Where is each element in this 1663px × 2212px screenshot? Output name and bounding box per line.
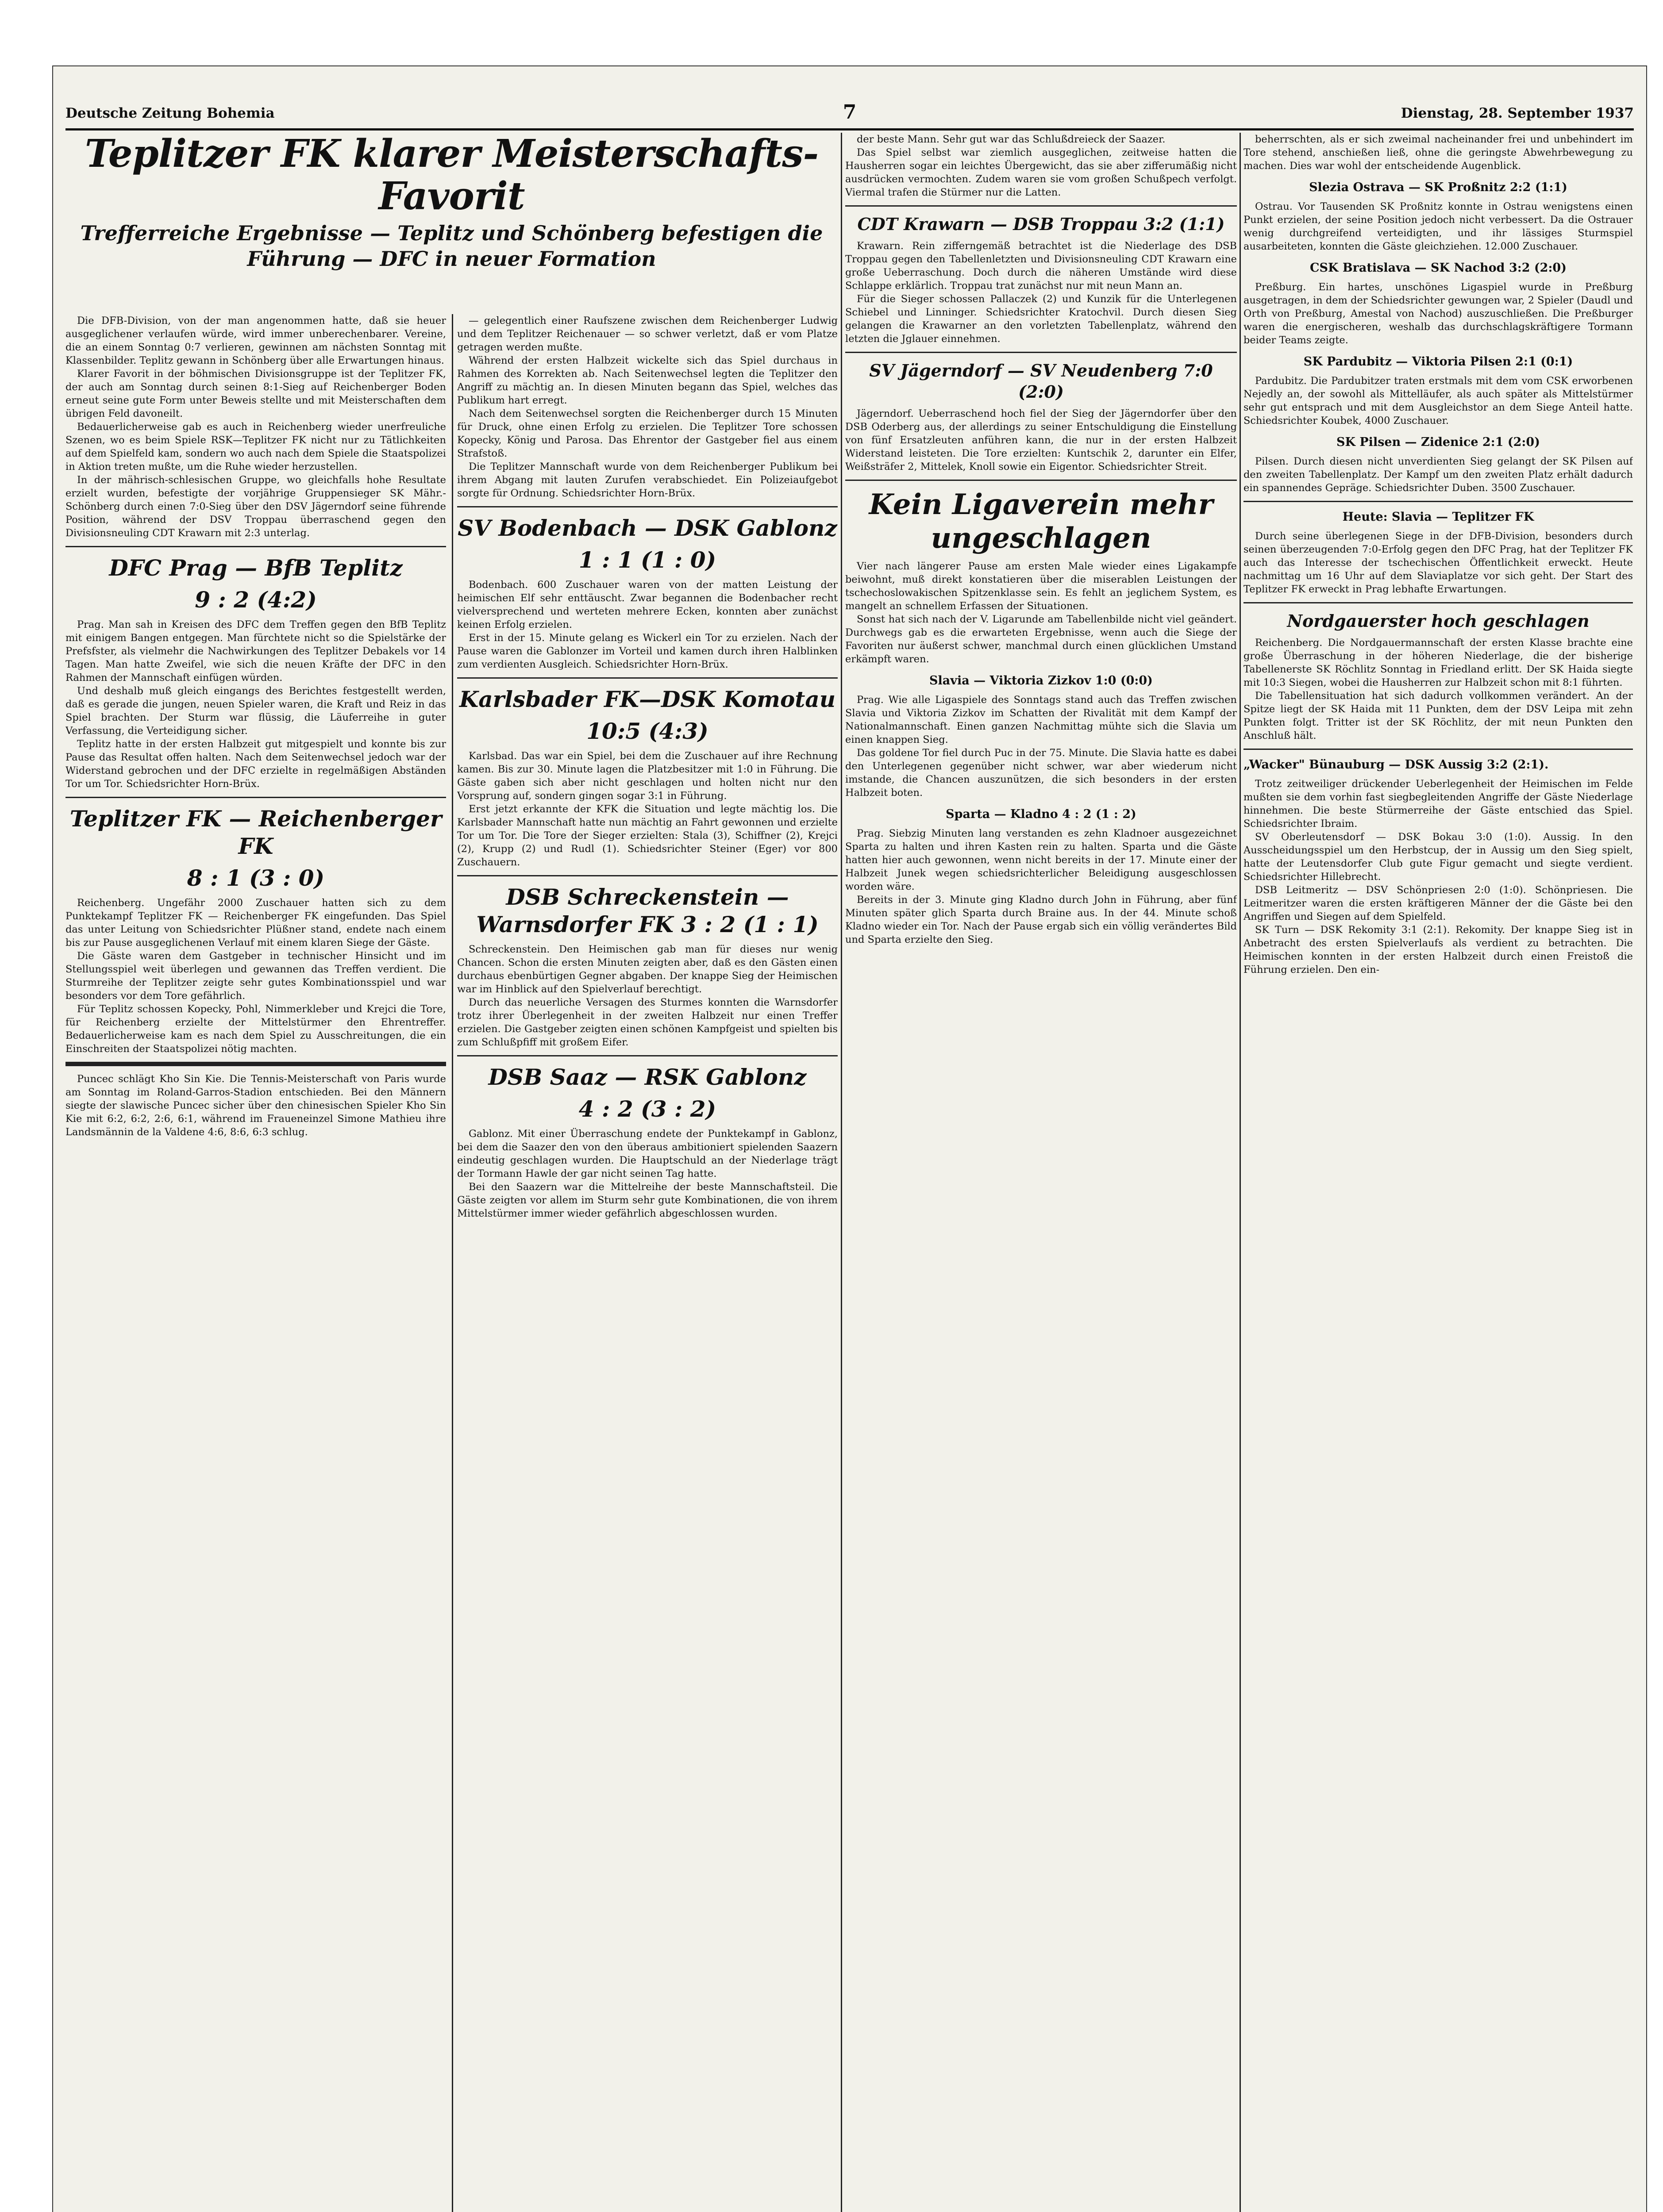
article-paragraph: Prag. Man sah in Kreisen des DFC dem Treffen gegen den BfB Teplitz mit einigem Bangen entgegen. Man fürchtete nicht so die Spielstärke der Prefsfster, als vielmehr die Nachwirkungen des Teplitzer Debakels vor 14 Tagen. Man hatte Zweifel, wie sich die neuen Kräfte der DFC in den Rahmen der Mannschaft einfügen würden.	[65, 619, 446, 684]
score-karlsbad: 10:5 (4:3)	[586, 718, 708, 744]
page-number: 7	[843, 101, 857, 123]
headline-schreckenstein: DSB Schreckenstein — Warnsdorfer FK 3 : 2 (1 : 1)	[476, 884, 819, 937]
column-rule	[452, 314, 453, 2212]
section-rule	[65, 546, 446, 547]
header-rule	[65, 128, 1634, 131]
article-paragraph: Vier nach längerer Pause am ersten Male wieder eines Ligakampfe beiwohnt, muß direkt konstatieren über die miserablen Leistungen der tschechoslowakischen Spitzenklasse sein. Es fehlt an jeglichem System, es mangelt an schnellem Erfassen der Situationen.	[845, 561, 1237, 612]
headline-csk: CSK Bratislava — SK Nachod 3:2 (2:0)	[1310, 261, 1567, 275]
score-bodenbach: 1 : 1 (1 : 0)	[578, 547, 716, 573]
article-paragraph: Bodenbach. 600 Zuschauer waren von der matten Leistung der heimischen Elf sehr enttäuscht. Zwar begannen die Bodenbacher recht vielversprechend und werteten mehrere Ecken, konnten aber zunächst keinen Erfolg erzielen.	[457, 579, 838, 630]
article-paragraph: Bereits in der 3. Minute ging Kladno durch John in Führung, aber fünf Minuten später glich Sparta durch Braine aus. In der 44. Minute schoß Kladno wieder ein Tor. Nach der Pause ergab sich ein völlig verändertes Bild und Sparta erzielte den Sieg.	[845, 894, 1237, 945]
article-paragraph: Karlsbad. Das war ein Spiel, bei dem die Zuschauer auf ihre Rechnung kamen. Bis zur 30. Minute lagen die Platzbesitzer mit 1:0 in Führung. Die Gäste gaben sich aber nicht geschlagen und holten nicht nur den Vorsprung auf, sondern gingen sogar 3:1 in Führung.	[457, 750, 838, 802]
article-paragraph: Prag. Siebzig Minuten lang verstanden es zehn Kladnoer ausgezeichnet Sparta zu halten und ihren Kasten rein zu halten. Sparta und die Gäste hatten hier auch gewonnen, wenn nicht bereits in der 17. Minute einer der Halbzeit Junek wegen schiedsrichterlicher Beleidigung ausgeschlossen worden wäre.	[845, 828, 1237, 892]
article-paragraph: Teplitz hatte in der ersten Halbzeit gut mitgespielt und konnte bis zur Pause das Resultat offen halten. Nach dem Seitenwechsel jedoch war der Widerstand gebrochen und der DFC erzielte in regelmäßigen Abständen Tor um Tor. Schiedsrichter Horn-Brüx.	[65, 738, 446, 790]
masthead-left: Deutsche Zeitung Bohemia	[65, 105, 275, 121]
article-paragraph: Nach dem Seitenwechsel sorgten die Reichenberger durch 15 Minuten für Druck, ohne einen Erfolg zu erzielen. Die Teplitzer Tore schossen Kopecky, König und Parosa. Das Ehrentor der Gastgeber fiel aus einem Strafstoß.	[457, 408, 838, 459]
article-paragraph: Bei den Saazern war die Mittelreihe der beste Mannschaftsteil. Die Gäste zeigten vor allem im Sturm sehr gute Kombinationen, die von ihrem Mittelstürmer immer wieder gefährlich abgeschlossen wurden.	[457, 1181, 838, 1219]
headline-pilsen: SK Pilsen — Zidenice 2:1 (2:0)	[1336, 435, 1540, 449]
headline-jaegerndorf: SV Jägerndorf — SV Neudenberg 7:0 (2:0)	[869, 361, 1213, 402]
lead-headline: Teplitzer FK klarer Meisterschafts-Favorit	[85, 133, 819, 219]
article-paragraph: Erst in der 15. Minute gelang es Wickerl ein Tor zu erzielen. Nach der Pause waren die Gablonzer im Vorteil und kamen durch ihren Halblinken zum verdienten Ausgleich. Schiedsrichter Horn-Brüx.	[457, 632, 838, 670]
headline-saaz: DSB Saaz — RSK Gablonz	[488, 1064, 807, 1090]
section-rule	[457, 506, 838, 507]
lead-subheadline: Trefferreiche Ergebnisse — Teplitz und Schönberg befestigen die Führung — DFC in neuer Formation	[80, 221, 823, 271]
article-paragraph: Bedauerlicherweise gab es auch in Reichenberg wieder unerfreuliche Szenen, wo es beim Spiele RSK—Teplitzer FK nicht nur zu Tätlichkeiten auf dem Spielfeld kam, sondern wo auch nach dem Spiele die Staatspolizei in Aktion treten mußte, um die Ruhe wieder herzustellen.	[65, 421, 446, 472]
article-paragraph: beherrschten, als er sich zweimal nacheinander frei und unbehindert im Tore stehend, anschießen ließ, ohne die geringste Abwehrbewegung zu machen. Dies war wohl der entscheidende Augenblick.	[1243, 134, 1633, 172]
newspaper-page	[53, 66, 1646, 2212]
headline-sparta: Sparta — Kladno 4 : 2 (1 : 2)	[946, 807, 1136, 821]
headline-slezia: Slezia Ostrava — SK Proßnitz 2:2 (1:1)	[1309, 180, 1567, 194]
headline-slavia: Slavia — Viktoria Zizkov 1:0 (0:0)	[929, 674, 1153, 687]
article-paragraph: Das Spiel selbst war ziemlich ausgeglichen, zeitweise hatten die Hausherren sogar ein leichtes Übergewicht, das sie aber zifferumäßig nicht ausdrücken vermochten. Zudem waren sie vom großen Schußpech verfolgt. Viermal trafen die Stürmer nur die Latten.	[845, 147, 1237, 198]
headline-krawarn: CDT Krawarn — DSB Troppau 3:2 (1:1)	[857, 214, 1225, 234]
article-paragraph: Sonst hat sich nach der V. Ligarunde am Tabellenbilde nicht viel geändert. Durchwegs gab es die erwarteten Ergebnisse, wenn auch die Siege der Favoriten nur äußerst schwer, manchmal durch einen glücklichen Umstand erkämpft waren.	[845, 614, 1237, 665]
article-paragraph: Reichenberg. Ungefähr 2000 Zuschauer hatten sich zu dem Punktekampf Teplitzer FK — Reichenberger FK eingefunden. Das Spiel das unter Leitung von Schiedsrichter Plüßner stand, endete nach einem bis zur Pause ausgeglichenen Verlauf mit einem klaren Siege der Gäste.	[65, 897, 446, 949]
section-rule	[457, 875, 838, 876]
article-paragraph: Für die Sieger schossen Pallaczek (2) und Kunzik für die Unterlegenen Schiebel und Linninger. Schiedsrichter Kratochvil. Durch diesen Sieg gelangen die Krawarner an den vorletzten Tabellenplatz, während den letzten die Jglauer einnehmen.	[845, 293, 1237, 345]
article-paragraph: Preßburg. Ein hartes, unschönes Ligaspiel wurde in Preßburg ausgetragen, in dem der Schiedsrichter gewungen war, 2 Spieler (Daudl und Orth von Preßburg, Amestal von Nachod) auszuschließen. Die Preßburger waren die energischeren, weshalb das durchschlagskräftigere Tormann beider Teams zeigte.	[1243, 281, 1633, 346]
section-rule	[1243, 602, 1633, 603]
section-rule	[65, 1062, 446, 1066]
headline-bodenbach: SV Bodenbach — DSK Gablonz	[458, 515, 837, 541]
headline-pardubitz: SK Pardubitz — Viktoria Pilsen 2:1 (0:1)	[1303, 355, 1573, 369]
headline-dfc: DFC Prag — BfB Teplitz	[109, 555, 403, 581]
section-rule	[65, 797, 446, 798]
column-lead	[65, 133, 838, 2212]
article-paragraph: SK Turn — DSK Rekomity 3:1 (2:1). Rekomity. Der knappe Sieg ist in Anbetracht des ersten Spielverlaufs als verdient zu betrachten. Die Heimischen konnten in der ersten Halbzeit durch einen Freistoß die Führung erzielen. Den ein-	[1243, 924, 1633, 975]
article-paragraph: Prag. Wie alle Ligaspiele des Sonntags stand auch das Treffen zwischen Slavia und Viktoria Zizkov im Schatten der Rivalität mit dem Kampf der Nationalmannschaft. Einen ganzen Nachmittag mühte sich die Slavia um einen knappen Sieg.	[845, 694, 1237, 745]
section-rule	[1243, 749, 1633, 750]
article-paragraph: Pardubitz. Die Pardubitzer traten erstmals mit dem vom CSK erworbenen Nejedly an, der sowohl als Mittelläufer, als auch später als Mittelstürmer sehr gut entsprach und mit dem Ausgleichstor an dem Siege Anteil hatte. Schiedsrichter Koubek, 4000 Zuschauer.	[1243, 375, 1633, 426]
article-paragraph: Erst jetzt erkannte der KFK die Situation und legte mächtig los. Die Karlsbader Mannschaft hatte nun mächtig an Fahrt gewonnen und erzielte Tor um Tor. Die Tore der Sieger erzielten: Stala (3), Schiffner (2), Krejci (2), Krupp (2) und Rudl (1). Schiedsrichter Steiner (Eger) vor 800 Zuschauern.	[457, 803, 838, 868]
headline-tfk-rfk: Teplitzer FK — Reichenberger FK	[69, 806, 442, 859]
headline-wacker: „Wacker" Bünauburg — DSK Aussig 3:2 (2:1).	[1243, 758, 1549, 772]
section-rule	[457, 677, 838, 679]
article-paragraph: der beste Mann. Sehr gut war das Schlußdreieck der Saazer.	[857, 134, 1166, 145]
article-paragraph: Reichenberg. Die Nordgauermannschaft der ersten Klasse brachte eine große Überraschung in der höheren Niederlage, die der bisherige Tabellenerste SK Röchlitz Sonntag in Friedland erlitt. Der SK Haida siegte mit 10:3 Siegen, wobei die Hausherren zur Halbzeit schon mit 8:1 führten.	[1243, 637, 1633, 688]
page-header	[65, 101, 1634, 127]
article-paragraph: Gablonz. Mit einer Überraschung endete der Punktekampf in Gablonz, bei dem die Saazer den von den überaus ambitioniert spielenden Saazern eindeutig geschlagen wurden. Die Hauptschuld an der Niederlage trägt der Tormann Hawle der gar nicht seinen Tag hatte.	[457, 1128, 838, 1179]
section-rule	[845, 480, 1237, 481]
article-paragraph: Die Teplitzer Mannschaft wurde von dem Reichenberger Publikum bei ihrem Abgang mit lauten Zurufen verabschiedet. Ein Polizeiaufgebot sorgte für Ordnung. Schiedsrichter Horn-Brüx.	[457, 461, 838, 499]
article-paragraph: In der mährisch-schlesischen Gruppe, wo gleichfalls hohe Resultate erzielt wurden, befestigte der vorjährige Gruppensieger SK Mähr.-Schönberg durch einen 7:0-Sieg über den DSV Jägerndorf seine führende Position, während der DSV Troppau überraschend gegen den Divisionsneuling CDT Krawarn mit 2:3 unterlag.	[65, 474, 446, 539]
article-paragraph: Die DFB-Division, von der man angenommen hatte, daß sie heuer ausgeglichener verlaufen würde, wird immer unberechenbarer. Vereine, die an einem Sonntag 0:7 verlieren, gewinnen am nächsten Sonntag mit Klassenbilder. Teplitz gewann in Schönberg über alle Erwartungen hinaus.	[65, 315, 446, 366]
headline-karlsbad: Karlsbader FK—DSK Komotau	[459, 686, 836, 712]
section-rule	[457, 1055, 838, 1056]
article-paragraph: Krawarn. Rein zifferngemäß betrachtet ist die Niederlage des DSB Troppau gegen den Tabellenletzten und Divisionsneuling CDT Krawarn eine große Ueberraschung. Doch durch die näheren Umstände wird diese Schlappe erklärlich. Troppau trat zunächst nur mit neun Mann an.	[845, 240, 1237, 292]
column-2	[457, 314, 838, 2212]
column-1	[65, 314, 446, 2212]
tennis-notice: Puncec schlägt Kho Sin Kie. Die Tennis-Meisterschaft von Paris wurde am Sonntag im Roland-Garros-Stadion entschieden. Bei den Männern siegte der slawische Puncec sicher über den chinesischen Spieler Kho Sin Kie mit 6:2, 6:2, 2:6, 6:1, während im Fraueneinzel Simone Mathieu ihre Landsmännin de la Valdene 4:6, 8:6, 6:3 schlug.	[65, 1073, 446, 1138]
article-paragraph: Ostrau. Vor Tausenden SK Proßnitz konnte in Ostrau wenigstens einen Punkt erzielen, der seine Position jedoch nicht verbessert. Da die Ostrauer wenig durchgreifend verteidigten, und ihr lässiges Sturmspiel ausarbeiteten, konnten die Gäste gleichziehen. 12.000 Zuschauer.	[1243, 201, 1633, 252]
score-saaz: 4 : 2 (3 : 2)	[578, 1096, 716, 1122]
article-paragraph: Für Teplitz schossen Kopecky, Pohl, Nimmerkleber und Krejci die Tore, für Reichenberg erzielte der Mittelstürmer den Ehrentreffer. Bedauerlicherweise kam es nach dem Spiel zu Ausschreitungen, die ein Einschreiten der Staatspolizei nötig machten.	[65, 1003, 446, 1055]
article-paragraph: Das goldene Tor fiel durch Puc in der 75. Minute. Die Slavia hatte es dabei den Unterlegenen gegenüber nicht schwer, war aber wiederum nicht imstande, die Chancen auszunützen, die sich besonders in der ersten Halbzeit boten.	[845, 747, 1237, 799]
column-rule	[841, 133, 842, 2212]
article-paragraph: Durch seine überlegenen Siege in der DFB-Division, besonders durch seinen überzeugenden 7:0-Erfolg gegen den DFC Prag, hat der Teplitzer FK auch das Interesse der tschechischen Öffentlichkeit erweckt. Heute nachmittag um 16 Uhr auf dem Slaviaplatze vor sich geht. Der Start des Teplitzer FK erweckt in Prag lebhafte Erwartungen.	[1243, 530, 1633, 595]
column-4	[1243, 133, 1633, 2212]
article-paragraph: DSB Leitmeritz — DSV Schönpriesen 2:0 (1:0). Schönpriesen. Die Leitmeritzer waren die ersten kräftigeren Männer der die Gäste bei den Angriffen und Siegen auf dem Spielfeld.	[1243, 884, 1633, 922]
article-paragraph: Während der ersten Halbzeit wickelte sich das Spiel durchaus in Rahmen des Korrekten ab. Nach Seitenwechsel legten die Teplitzer den Angriff zu mächtig an. In diesen Minuten begann das Spiel, welches das Publikum hart erregt.	[457, 355, 838, 406]
article-paragraph: Schreckenstein. Den Heimischen gab man für dieses nur wenig Chancen. Schon die ersten Minuten zeigten aber, daß es den Gästen einen durchaus ebenbürtigen Gegner abgaben. Der knappe Sieg der Heimischen war im Hinblick auf den Spielverlauf berechtigt.	[457, 944, 838, 995]
article-paragraph: SV Oberleutensdorf — DSK Bokau 3:0 (1:0). Aussig. In den Ausscheidungsspiel um den Herbstcup, der in Aussig um den Sieg spielt, hatte der Leutensdorfer Club gute Figur gemacht und siegte verdient. Schiedsrichter Hillebrecht.	[1243, 831, 1633, 883]
article-paragraph: Die Gäste waren dem Gastgeber in technischer Hinsicht und im Stellungsspiel weit überlegen und gewannen das Treffen verdient. Die Sturmreihe der Teplitzer zeigte sehr gutes Kombinationsspiel und war besonders vor dem Tore gefährlich.	[65, 950, 446, 1002]
section-rule	[1243, 501, 1633, 502]
column-3	[845, 133, 1237, 2212]
article-paragraph: Jägerndorf. Ueberraschend hoch fiel der Sieg der Jägerndorfer über den DSB Oderberg aus, der allerdings zu seiner Entschuldigung die Einstellung von fünf Ersatzleuten anführen kann, die nur in der ersten Halbzeit Widerstand leisteten. Die Tore erzielten: Kuntschik 2, darunter ein Elfer, Weißsträfer 2, Mittelek, Knoll sowie ein Eigentor. Schiedsrichter Streit.	[845, 408, 1237, 472]
score-tfk-rfk: 8 : 1 (3 : 0)	[187, 865, 325, 891]
headline-liga: Kein Ligaverein mehr ungeschlagen	[869, 488, 1213, 555]
article-paragraph: Durch das neuerliche Versagen des Sturmes konnten die Warnsdorfer trotz ihrer Überlegenheit in der zweiten Halbzeit nur einen Treffer erzielen. Die Gastgeber zeigten einen schönen Kampfgeist und spielten bis zum Schlußpfiff mit großem Eifer.	[457, 997, 838, 1048]
article-paragraph: Klarer Favorit in der böhmischen Divisionsgruppe ist der Teplitzer FK, der auch am Sonntag durch seinen 8:1-Sieg auf Reichenberger Boden erneut seine gute Form unter Beweis stellte und mit Meisterschaften dem übrigen Feld davoneilt.	[65, 368, 446, 419]
score-dfc: 9 : 2 (4:2)	[195, 587, 317, 613]
article-paragraph: Und deshalb muß gleich eingangs des Berichtes festgestellt werden, daß es gerade die jungen, neuen Spieler waren, die Kraft und Reiz in das Spiel brachten. Der Sturm war flüssig, die Läuferreihe in guter Verfassung, die Verteidigung sicher.	[65, 685, 446, 737]
headline-heute: Heute: Slavia — Teplitzer FK	[1342, 510, 1534, 524]
article-paragraph: Trotz zeitweiliger drückender Ueberlegenheit der Heimischen im Felde mußten sie dem vorhin fast siegbegleitenden Angriffe der Gäste Niederlage hinnehmen. Die beste Stürmerreihe der Gäste entschied das Spiel. Schiedsrichter Ibraim.	[1243, 778, 1633, 830]
article-paragraph: — gelegentlich einer Raufszene zwischen dem Reichenberger Ludwig und dem Teplitzer Reichenauer — so schwer verletzt, daß er vom Platze getragen werden mußte.	[457, 315, 838, 353]
section-rule	[845, 205, 1237, 207]
column-rule	[1240, 133, 1241, 2212]
article-paragraph: Die Tabellensituation hat sich dadurch vollkommen verändert. An der Spitze liegt der SK Haida mit 11 Punkten, dem der DSV Leipa mit zehn Punkten folgt. Tritter ist der SK Röchlitz, der mit neun Punkten den Anschluß hält.	[1243, 690, 1633, 741]
headline-nord: Nordgauerster hoch geschlagen	[1287, 611, 1590, 631]
article-paragraph: Pilsen. Durch diesen nicht unverdienten Sieg gelangt der SK Pilsen auf den zweiten Tabellenplatz. Der Kampf um den zweiten Platz erhält dadurch ein spannendes Gepräge. Schiedsrichter Duben. 3500 Zuschauer.	[1243, 456, 1633, 494]
issue-date: Dienstag, 28. September 1937	[1401, 105, 1634, 121]
section-rule	[845, 352, 1237, 353]
